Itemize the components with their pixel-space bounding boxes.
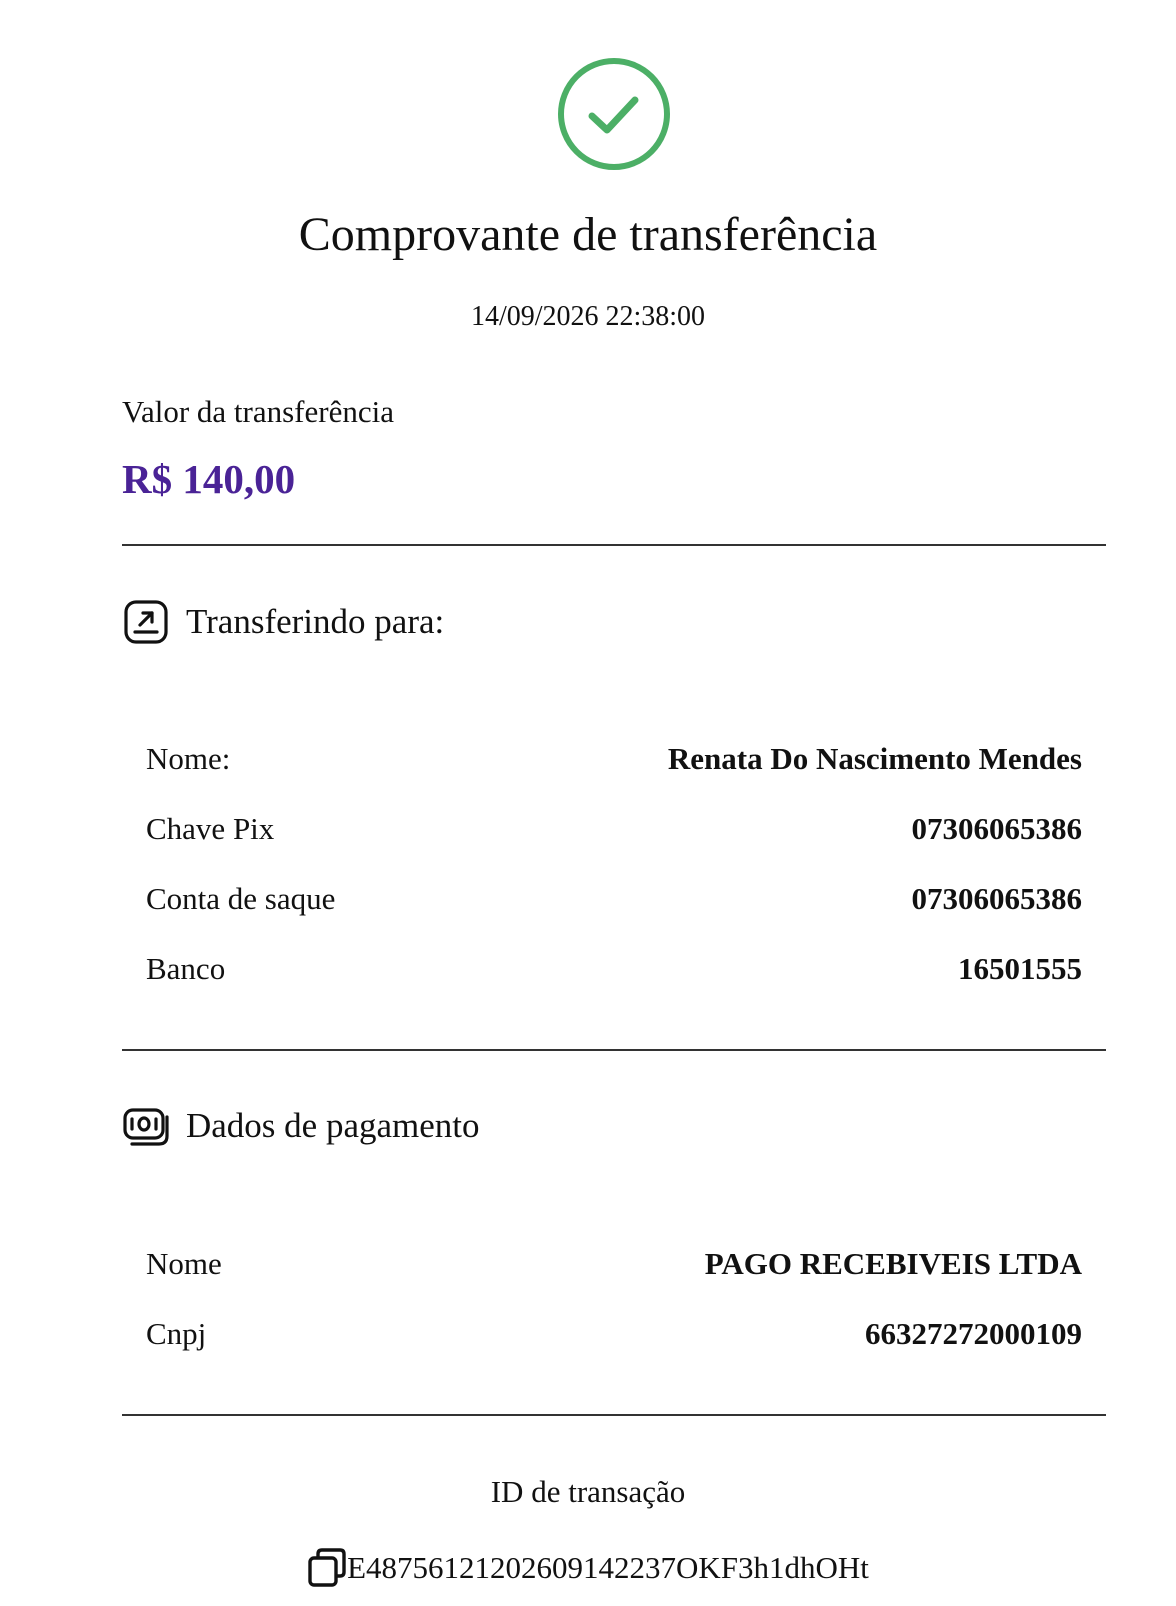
divider	[122, 544, 1106, 546]
row-value: 16501555	[958, 951, 1082, 986]
amount-value: R$ 140,00	[122, 456, 296, 502]
receipt-title: Comprovante de transferência	[298, 208, 878, 261]
row-value: 07306065386	[911, 881, 1082, 916]
transaction-id-label: ID de transação	[490, 1474, 686, 1509]
row-label: Nome:	[146, 741, 231, 776]
payment-section-title: Dados de pagamento	[186, 1106, 480, 1145]
copy-icon[interactable]	[307, 1546, 347, 1588]
check-circle-icon	[556, 56, 672, 172]
recipient-row-bank	[146, 947, 1082, 991]
payment-section-header	[122, 1102, 480, 1150]
recipient-row-name	[146, 737, 1082, 781]
transaction-id-value[interactable]: E48756121202609142237OKF3h1dhOHt	[347, 1550, 869, 1585]
row-value: PAGO RECEBIVEIS LTDA	[704, 1246, 1082, 1281]
row-label: Chave Pix	[146, 811, 275, 846]
payment-row-name	[146, 1242, 1082, 1286]
receipt-datetime: 14/09/2026 22:38:00	[470, 301, 706, 332]
recipient-section-title: Transferindo para:	[186, 602, 445, 641]
money-bill-icon	[122, 1102, 170, 1150]
row-label: Conta de saque	[146, 881, 336, 916]
amount-label: Valor da transferência	[122, 394, 394, 429]
row-value: Renata Do Nascimento Mendes	[667, 741, 1082, 776]
divider	[122, 1414, 1106, 1416]
arrow-up-right-box-icon	[122, 598, 170, 646]
row-value: 07306065386	[911, 811, 1082, 846]
row-value: 66327272000109	[865, 1316, 1082, 1351]
payment-row-cnpj	[146, 1312, 1082, 1356]
row-label: Nome	[146, 1246, 222, 1281]
recipient-row-account	[146, 877, 1082, 921]
recipient-section-header	[122, 598, 444, 646]
row-label: Cnpj	[146, 1316, 207, 1351]
recipient-row-pix-key	[146, 807, 1082, 851]
divider	[122, 1049, 1106, 1051]
row-label: Banco	[146, 951, 226, 986]
transaction-id-row[interactable]	[0, 1536, 1176, 1588]
